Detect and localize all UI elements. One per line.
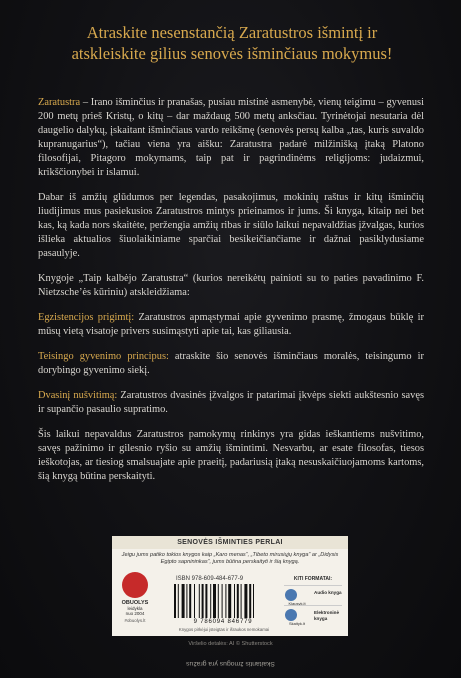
logo-tag: #obuolys.lt bbox=[124, 618, 146, 623]
description bbox=[38, 96, 424, 495]
recommendation-note: Jeigu jums patiko tokios knygos kaip „Karo menas“, „Tibeto mirusiųjų knyga“ ar „Didysis Egipto sapnininkas“, jums būtina perskaityti ir šią knygą. bbox=[121, 552, 339, 565]
paragraph-3: Knygoje „Taip kalbėjo Zaratustra“ (kurios nereikėtų painioti su to paties pavadinimo F. Nietzsche’ės kūriniu) atskleidžiama: bbox=[38, 273, 424, 298]
closing-paragraph: Šis laikui nepavaldus Zaratustros pamokymų rinkinys yra gidas ieškantiems nušvitimo, savęs pažinimo ir gilesnio ryšio su amžių išmintimi. Nesvarbu, ar esate filosofas, tiesos ieškotojas, ar tiesiog smalsuajate apie praeitį, padariusią įtaką nesuskaičiuojamoms kartoms, šią knygą būtina perskaityti. bbox=[38, 429, 424, 482]
other-formats bbox=[284, 576, 342, 625]
bullet-item bbox=[38, 389, 424, 417]
logo-since: nuo 2004 bbox=[125, 611, 145, 616]
bullet-term: Egzistencijos prigimtį: bbox=[38, 312, 135, 323]
cover-credit: Viršelio detalės: AI © Shutterstock bbox=[188, 641, 273, 647]
headline: Atraskite nesenstančią Zaratustros išmintį ir atskleiskite gilius senovės išminčiaus mokymus! bbox=[71, 23, 393, 63]
isbn-text: ISBN 978-609-484-677-9 bbox=[176, 576, 244, 582]
series-title: SENOVĖS IŠMINTIES PERLAI bbox=[112, 536, 348, 549]
bullet-term: Dvasinį nušvitimą: bbox=[38, 390, 118, 401]
barcode-number: 9 786094 846779 bbox=[193, 619, 253, 625]
logo-sub: leidykla bbox=[127, 606, 143, 611]
ebook-icon bbox=[285, 609, 297, 621]
bullet-text: Zaratustros dvasinės įžvalgos ir patarimai įkvėps siekti aukštesnio savęs ir supančio pasaulio supratimo. bbox=[38, 390, 425, 415]
headphones-icon bbox=[285, 589, 297, 601]
bullet-item bbox=[38, 350, 424, 378]
label-footer: Knygos pirkėjui įsteigtas ir išraukos nemokamai bbox=[178, 627, 270, 632]
publisher-logo bbox=[116, 572, 154, 630]
barcode-icon bbox=[172, 584, 274, 618]
format-site: Klausyk.lt bbox=[288, 601, 306, 606]
publisher-label bbox=[112, 536, 348, 636]
bullet-term: Teisingo gyvenimo principus: bbox=[38, 351, 169, 362]
intro-paragraph bbox=[38, 96, 424, 180]
formats-title: KITI FORMATAI: bbox=[293, 576, 333, 582]
bullet-text: Zaratustros apmąstymai apie gyvenimo prasmę, žmogaus būklę ir mūsų vietą visatoje privers susimąstyti apie tai, kas giliausia. bbox=[38, 312, 424, 337]
slogan: Skaitantis žmogus yra gražus bbox=[186, 660, 275, 667]
bullet-item bbox=[38, 311, 424, 339]
intro-term: Zaratustra bbox=[38, 97, 81, 108]
logo-name: OBUOLYS bbox=[121, 600, 149, 606]
intro-text: – Irano išminčius ir pranašas, pusiau mistinė asmenybė, vienų teigimu – gyvenusi 200 metų prieš Kristų, o kitų – dar maždaug 500 metų anksčiau. Tyrinėtojai nesutaria dėl daugelio dalykų, įskaitant išminčiaus vardo reikšmę (senovės persų kalba „tas, kuris suvaldo kupranugarius“), tačiau viena yra aišku: Zaratustra padarė milžinišką įtaką Platono filosofijai, Pitagoro mokymams, taip pat ir pagrindinėms religijoms: judaizmui, krikščionybei ir islamui. bbox=[38, 97, 424, 178]
format-item bbox=[284, 585, 342, 605]
bullet-text: atraskite šio senovės išminčiaus moralės, teisingumo ir dorybingo gyvenimo siekį. bbox=[38, 351, 424, 376]
format-label: Audio knyga bbox=[314, 590, 342, 595]
paragraph-2: Dabar iš amžių glūdumos per legendas, pasakojimus, mokinių raštus ir kitų išminčių liudijimus mus pasiekusios Zaratustros mintys prieinamos ir jums. Ši knyga, kitaip nei bet kas, ką kada nors skaitėte, peržengia amžių ribas ir siūlo laikui nepavaldžias įžvalgas, kurios išlieka aktualios šiuolaikiniame sparčiai besikeičiančiame ir dažnai pasiklydusiame pasaulyje. bbox=[38, 192, 424, 259]
format-label: Elektroninė knyga bbox=[314, 610, 340, 621]
apple-icon bbox=[122, 572, 148, 598]
format-site: Skaityk.lt bbox=[288, 621, 305, 626]
format-item bbox=[284, 605, 342, 625]
